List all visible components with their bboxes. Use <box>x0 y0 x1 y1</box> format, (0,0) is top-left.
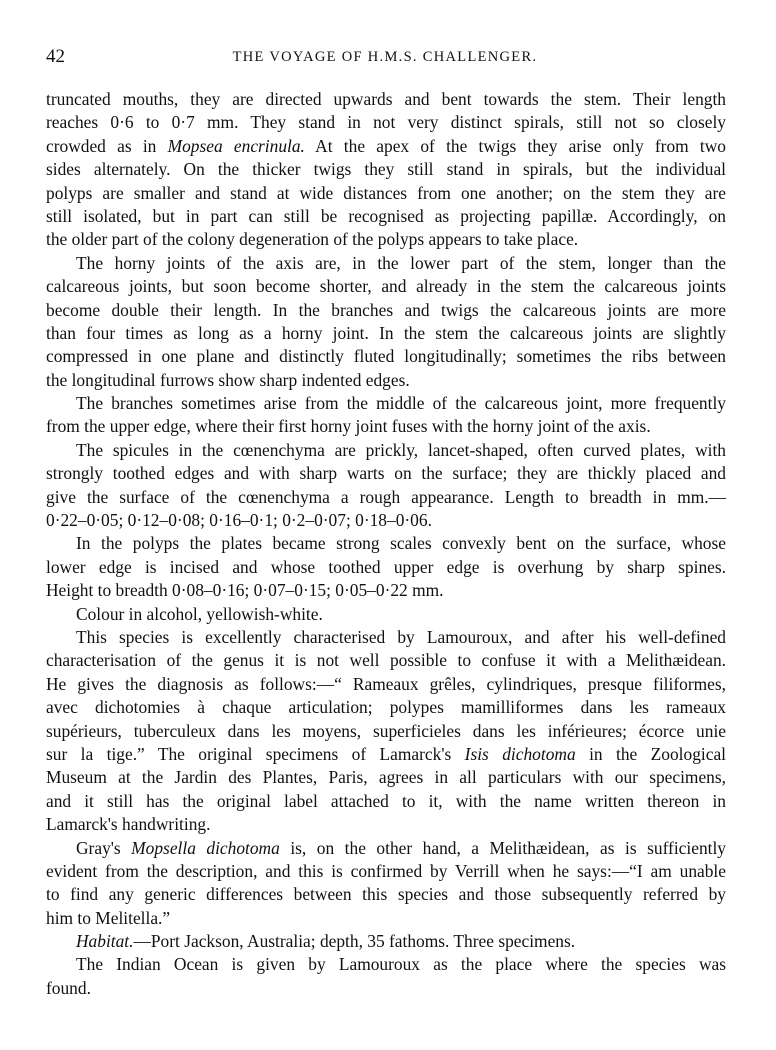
text-segment: This species is excellently characterised by Lamouroux, and after his well-defined <box>76 626 726 647</box>
italic-text: Isis dichotoma <box>464 743 576 764</box>
text-line <box>46 556 726 579</box>
text-line <box>46 228 726 251</box>
paragraph <box>46 626 726 837</box>
text-line <box>46 158 726 181</box>
text-segment: than four times as long as a horny joint. In the stem the calcareous joints are slightly <box>46 322 726 343</box>
paragraph <box>46 392 726 439</box>
text-segment: The branches sometimes arise from the middle of the calcareous joint, more frequently <box>76 393 726 414</box>
text-segment: give the surface of the cœnenchyma a rough appearance. Length to breadth in mm.— <box>46 486 726 507</box>
text-line <box>46 135 726 158</box>
text-segment: evident from the description, and this is confirmed by Verrill when he says:—“I am unable <box>46 860 726 881</box>
text-segment: and it still has the original label attached to it, with the name written thereon in <box>46 790 726 811</box>
text-line <box>46 579 726 602</box>
text-segment: calcareous joints, but soon become shorter, and already in the stem the calcareous joints <box>46 276 726 297</box>
text-line <box>46 532 726 555</box>
paragraph <box>46 532 726 602</box>
paragraph <box>46 88 726 252</box>
paragraph <box>46 953 726 1000</box>
text-line <box>46 88 726 111</box>
text-segment: avec dichotomies à chaque articulation; polypes mamilliformes dans les rameaux <box>46 697 726 718</box>
text-line <box>46 696 726 719</box>
text-line <box>46 462 726 485</box>
text-line <box>46 182 726 205</box>
text-line <box>46 813 726 836</box>
text-segment: truncated mouths, they are directed upwards and bent towards the stem. Their length <box>46 89 726 109</box>
text-segment: At the apex of the twigs they arise only from two <box>304 135 727 156</box>
text-line <box>46 953 726 976</box>
text-line <box>46 322 726 345</box>
text-segment: the longitudinal furrows show sharp indented edges. <box>46 369 410 390</box>
text-segment: crowded as in <box>46 135 168 156</box>
text-segment: in the Zoological <box>575 743 726 764</box>
text-line <box>46 743 726 766</box>
body-text <box>46 88 726 1000</box>
text-segment: strongly toothed edges and with sharp warts on the surface; they are thickly placed and <box>46 463 726 484</box>
text-segment: characterisation of the genus it is not well possible to confuse it with a Melithæidean. <box>46 650 726 671</box>
text-segment: —Port Jackson, Australia; depth, 35 fathoms. Three specimens. <box>133 931 576 952</box>
text-segment: is, on the other hand, a Melithæidean, as is sufficiently <box>279 837 726 858</box>
text-line <box>46 626 726 649</box>
text-line <box>46 509 726 532</box>
text-line <box>46 649 726 672</box>
text-line <box>46 439 726 462</box>
text-segment: become double their length. In the branches and twigs the calcareous joints are more <box>46 299 726 320</box>
text-segment: compressed in one plane and distinctly fluted longitudinally; sometimes the ribs between <box>46 346 726 367</box>
text-line <box>46 252 726 275</box>
paragraph <box>46 252 726 392</box>
text-line <box>46 930 726 953</box>
text-segment: him to Melitella.” <box>46 907 171 928</box>
text-line <box>46 837 726 860</box>
paragraph <box>46 603 726 626</box>
text-segment: to find any generic differences between this species and those subsequently referred by <box>46 884 726 905</box>
page-number: 42 <box>46 46 65 67</box>
text-segment: Museum at the Jardin des Plantes, Paris, agrees in all particulars with our specimens, <box>46 767 726 788</box>
text-segment: In the polyps the plates became strong scales convexly bent on the surface, whose <box>76 533 726 554</box>
text-segment: Height to breadth 0·08–0·16; 0·07–0·15; 0·05–0·22 mm. <box>46 580 444 601</box>
text-line <box>46 392 726 415</box>
text-line <box>46 345 726 368</box>
text-line <box>46 415 726 438</box>
text-segment: The Indian Ocean is given by Lamouroux as the place where the species was <box>76 954 726 975</box>
text-segment: Colour in alcohol, yellowish-white. <box>76 603 323 624</box>
text-segment: Lamarck's handwriting. <box>46 814 211 835</box>
text-segment: polyps are smaller and stand at wide distances from one another; on the stem they are <box>46 182 726 203</box>
text-line <box>46 603 726 626</box>
text-line <box>46 275 726 298</box>
text-segment: still isolated, but in part can still be recognised as projecting papillæ. Accordingly, on <box>46 205 726 226</box>
text-line <box>46 369 726 392</box>
text-segment: found. <box>46 977 91 998</box>
text-segment: sides alternately. On the thicker twigs they still stand in spirals, but the individual <box>46 159 726 180</box>
text-line <box>46 977 726 1000</box>
text-segment: He gives the diagnosis as follows:—“ Rameaux grêles, cylindriques, presque filiformes, <box>46 673 726 694</box>
text-line <box>46 907 726 930</box>
text-line <box>46 486 726 509</box>
italic-text: Mopsea encrinula. <box>167 135 305 156</box>
paragraph <box>46 837 726 931</box>
text-line <box>46 766 726 789</box>
text-segment: The spicules in the cœnenchyma are prickly, lancet-shaped, often curved plates, with <box>76 439 726 460</box>
text-segment: 0·22–0·05; 0·12–0·08; 0·16–0·1; 0·2–0·07; 0·18–0·06. <box>46 510 432 531</box>
text-segment: The horny joints of the axis are, in the lower part of the stem, longer than the <box>76 252 726 273</box>
text-line <box>46 860 726 883</box>
text-line <box>46 790 726 813</box>
text-segment: reaches 0·6 to 0·7 mm. They stand in not very distinct spirals, still not so closely <box>46 112 726 133</box>
text-line <box>46 111 726 134</box>
text-segment: sur la tige.” The original specimens of Lamarck's <box>46 743 465 764</box>
text-line <box>46 299 726 322</box>
text-line <box>46 205 726 228</box>
paragraph <box>46 930 726 953</box>
text-segment: lower edge is incised and whose toothed upper edge is overhung by sharp spines. <box>46 556 726 577</box>
text-segment: the older part of the colony degeneration of the polyps appears to take place. <box>46 229 579 250</box>
page-header <box>46 46 724 70</box>
text-segment: Gray's <box>76 837 132 858</box>
text-line <box>46 673 726 696</box>
text-segment: from the upper edge, where their first horny joint fuses with the horny joint of the axis. <box>46 416 651 437</box>
running-title: THE VOYAGE OF H.M.S. CHALLENGER. <box>232 49 538 65</box>
text-segment: supérieurs, tuberculeux dans les moyens, superficieles dans les inférieures; écorce unie <box>46 720 726 741</box>
italic-text: Habitat. <box>76 931 134 952</box>
italic-text: Mopsella dichotoma <box>131 837 280 858</box>
text-line <box>46 720 726 743</box>
text-line <box>46 883 726 906</box>
paragraph <box>46 439 726 533</box>
